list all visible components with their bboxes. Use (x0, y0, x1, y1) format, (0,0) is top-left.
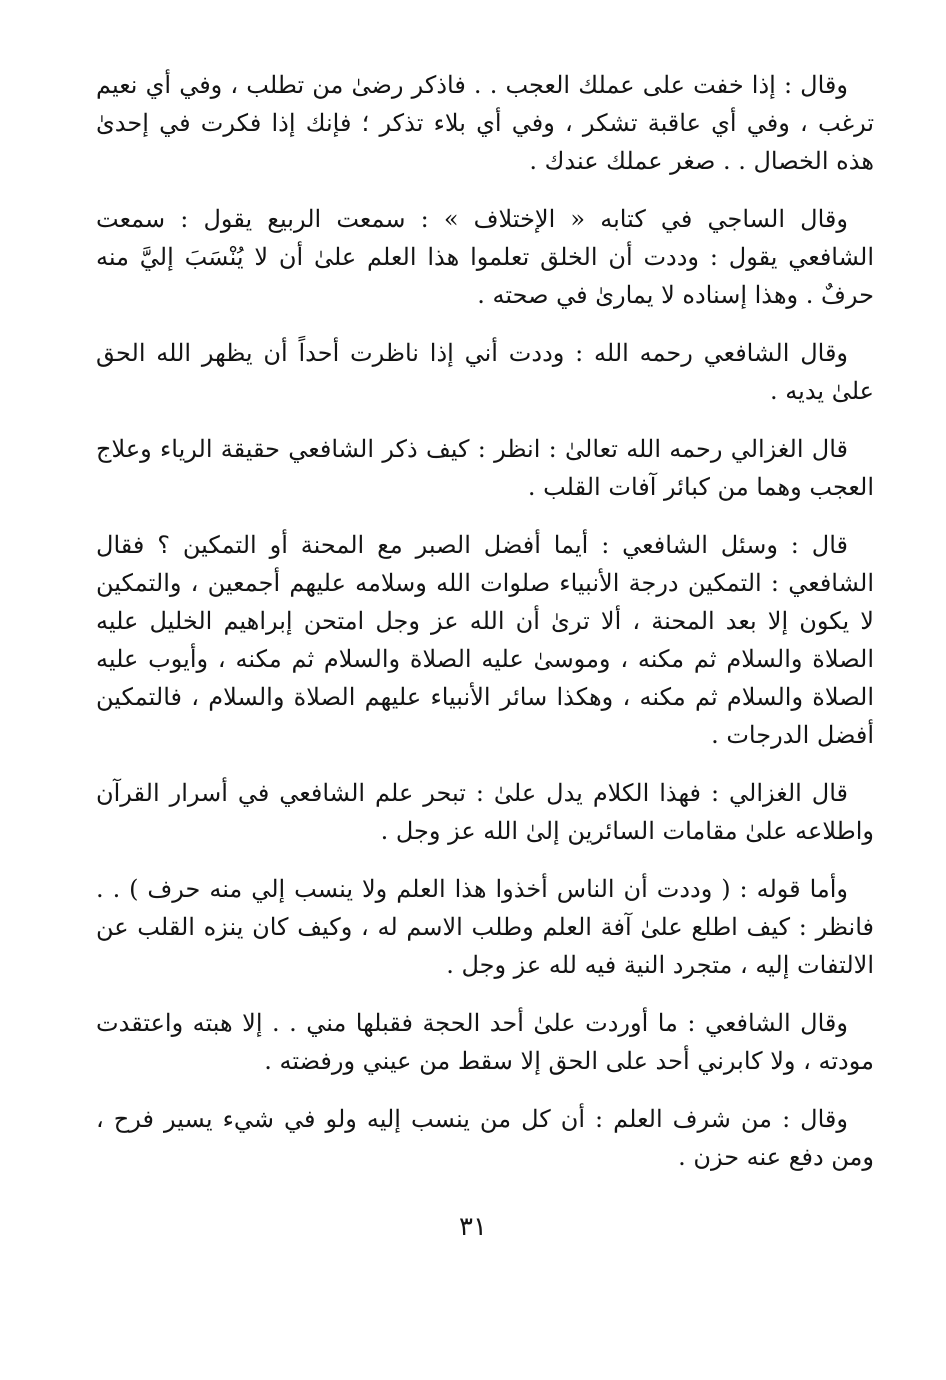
paragraph-text: قال الغزالي : فهذا الكلام يدل علىٰ : تبحر علم الشافعي في أسرار القرآن واطلاعه علىٰ مقامات السائرين إلىٰ الله عز وجل . (96, 779, 874, 845)
paragraph (96, 774, 874, 850)
page-number: ٣١ (459, 1212, 487, 1242)
paragraph (96, 526, 874, 754)
paragraph-text: وقال الساجي في كتابه « الإختلاف » : سمعت الربيع يقول : سمعت الشافعي يقول : وددت أن الخلق تعلموا هذا العلم علىٰ أن لا يُنْسَبَ إليَّ منه حرفٌ . وهذا إسناده لا يماریٰ في صحته . (96, 205, 874, 309)
paragraph (96, 870, 874, 984)
paragraph-text: وقال الشافعي : ما أوردت علىٰ أحد الحجة فقبلها مني . . إلا هبته واعتقدت مودته ، ولا كابرني أحد على الحق إلا سقط من عيني ورفضته . (96, 1009, 874, 1075)
paragraph-text: وقال : من شرف العلم : أن كل من ينسب إليه ولو في شيء يسير فرح ، ومن دفع عنه حزن . (96, 1105, 874, 1171)
paragraph-text: وقال : إذا خفت على عملك العجب . . فاذكر رضىٰ من تطلب ، وفي أي نعيم ترغب ، وفي أي عاقبة تشكر ، وفي أي بلاء تذكر ؛ فإنك إذا فكرت في إحدىٰ هذه الخصال . . صغر عملك عندك . (96, 71, 874, 175)
paragraph (96, 334, 874, 410)
paragraph (96, 1004, 874, 1080)
paragraph (96, 66, 874, 180)
paragraph (96, 200, 874, 314)
paragraph-text: قال الغزالي رحمه الله تعالىٰ : انظر : كيف ذكر الشافعي حقيقة الرياء وعلاج العجب وهما من كبائر آفات القلب . (96, 435, 874, 501)
paragraph-text: وأما قوله : ( وددت أن الناس أخذوا هذا العلم ولا ينسب إلي منه حرف ) . . فانظر : كيف اطلع علىٰ آفة العلم وطلب الاسم له ، وكيف كان ينزه القلب عن الالتفات إليه ، متجرد النية فيه لله عز وجل . (96, 875, 874, 979)
paragraph-text: قال : وسئل الشافعي : أيما أفضل الصبر مع المحنة أو التمكين ؟ فقال الشافعي : التمكين درجة الأنبياء صلوات الله وسلامه عليهم أجمعين ، والتمكين لا يكون إلا بعد المحنة ، ألا ترىٰ أن الله عز وجل امتحن إبراهيم الخليل عليه الصلاة والسلام ثم مكنه ، وموسىٰ عليه الصلاة والسلام ثم مكنه ، وأيوب عليه الصلاة والسلام ثم مكنه ، وهكذا سائر الأنبياء عليهم الصلاة والسلام ، فالتمكين أفضل الدرجات . (96, 531, 874, 749)
paragraph (96, 1100, 874, 1176)
paragraph (96, 430, 874, 506)
page-body (96, 66, 874, 1356)
paragraph-text: وقال الشافعي رحمه الله : وددت أني إذا ناظرت أحداً أن يظهر الله الحق علىٰ يديه . (96, 339, 874, 405)
